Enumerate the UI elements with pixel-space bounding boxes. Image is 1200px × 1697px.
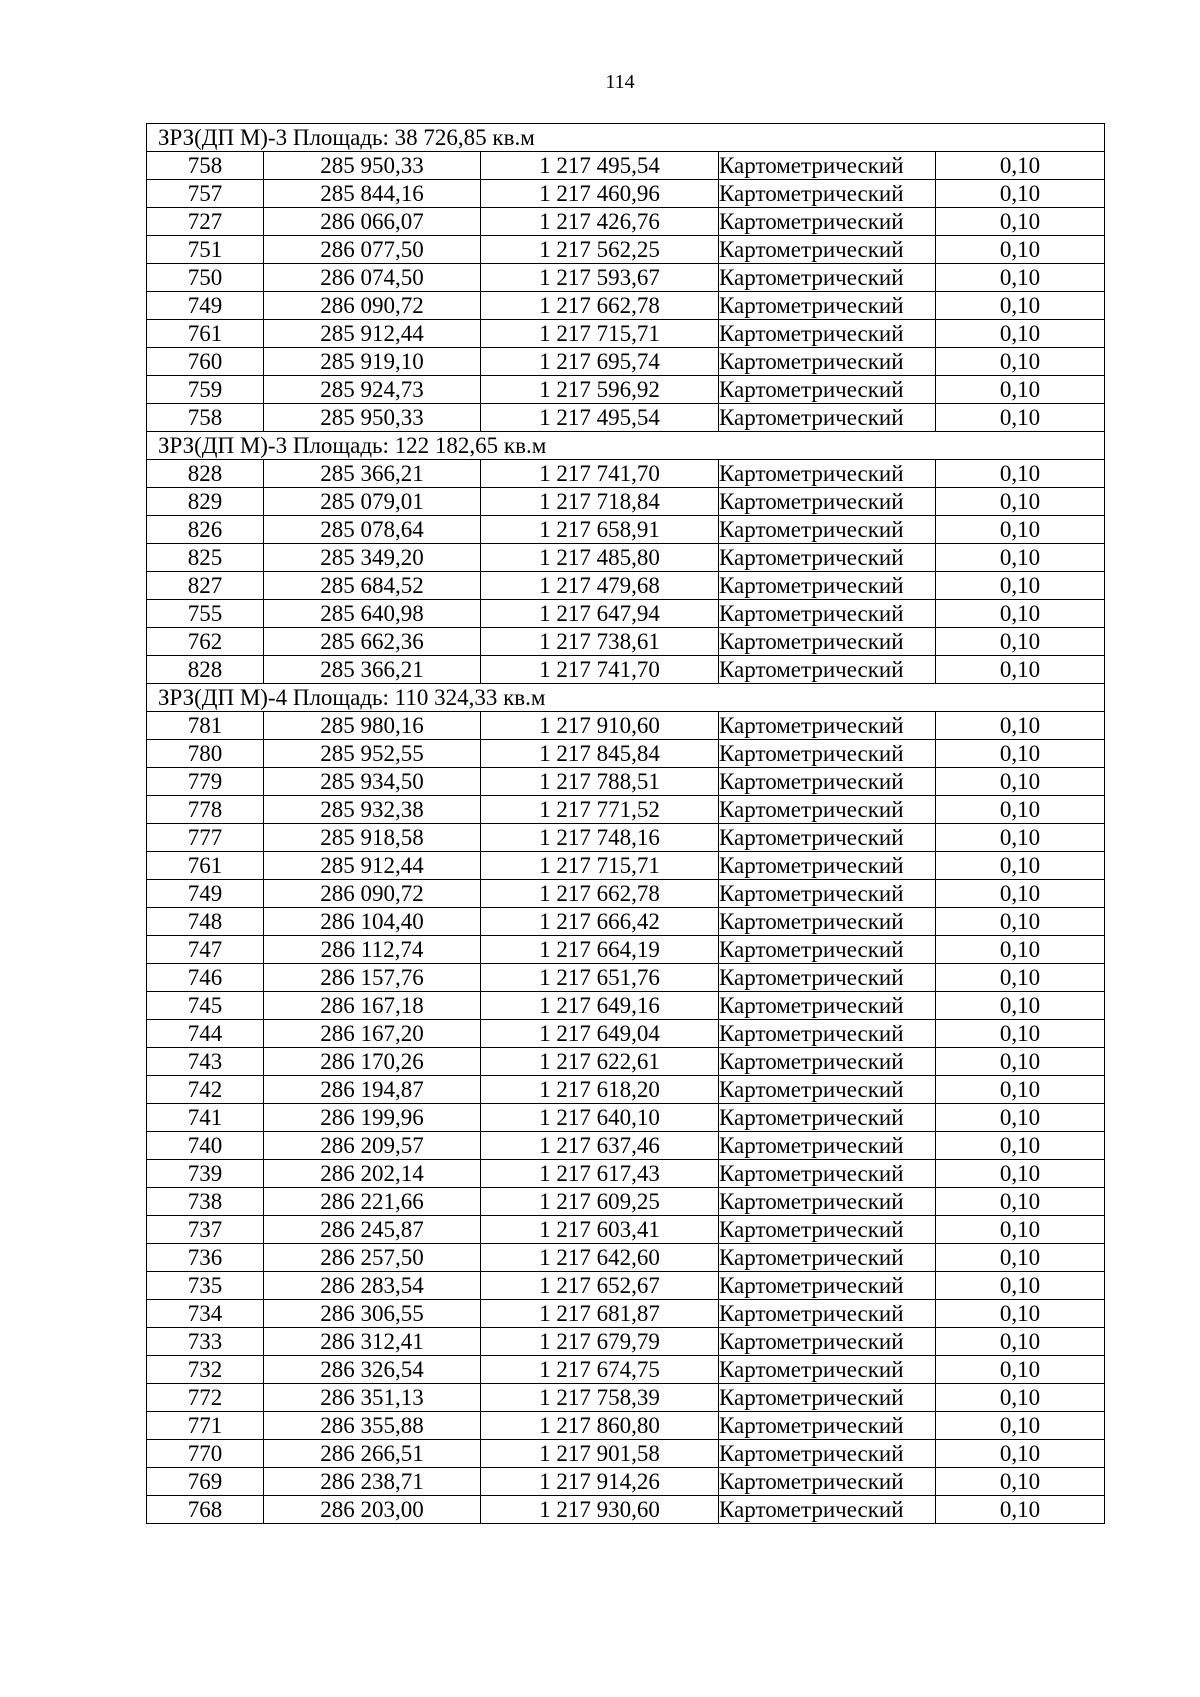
y-coordinate-cell: 1 217 647,94 [481,600,719,628]
method-cell: Картометрический [719,852,936,880]
point-number-cell: 761 [147,852,264,880]
point-number-cell: 735 [147,1272,264,1300]
y-coordinate-cell: 1 217 637,46 [481,1132,719,1160]
coordinates-table-body [147,124,1105,1524]
table-row [147,1440,1105,1468]
method-cell: Картометрический [719,348,936,376]
accuracy-cell: 0,10 [936,964,1105,992]
x-coordinate-cell: 285 912,44 [264,320,481,348]
x-coordinate-cell: 286 194,87 [264,1076,481,1104]
accuracy-cell: 0,10 [936,628,1105,656]
table-row [147,880,1105,908]
accuracy-cell: 0,10 [936,264,1105,292]
y-coordinate-cell: 1 217 617,43 [481,1160,719,1188]
accuracy-cell: 0,10 [936,1132,1105,1160]
x-coordinate-cell: 286 066,07 [264,208,481,236]
y-coordinate-cell: 1 217 618,20 [481,1076,719,1104]
point-number-cell: 746 [147,964,264,992]
point-number-cell: 759 [147,376,264,404]
point-number-cell: 733 [147,1328,264,1356]
point-number-cell: 734 [147,1300,264,1328]
method-cell: Картометрический [719,712,936,740]
x-coordinate-cell: 286 351,13 [264,1384,481,1412]
accuracy-cell: 0,10 [936,1244,1105,1272]
point-number-cell: 762 [147,628,264,656]
x-coordinate-cell: 285 934,50 [264,768,481,796]
x-coordinate-cell: 286 283,54 [264,1272,481,1300]
x-coordinate-cell: 286 355,88 [264,1412,481,1440]
method-cell: Картометрический [719,460,936,488]
point-number-cell: 739 [147,1160,264,1188]
point-number-cell: 760 [147,348,264,376]
point-number-cell: 826 [147,516,264,544]
point-number-cell: 772 [147,1384,264,1412]
y-coordinate-cell: 1 217 460,96 [481,180,719,208]
method-cell: Картометрический [719,1244,936,1272]
accuracy-cell: 0,10 [936,656,1105,684]
table-row [147,1300,1105,1328]
method-cell: Картометрический [719,1384,936,1412]
accuracy-cell: 0,10 [936,404,1105,432]
accuracy-cell: 0,10 [936,1020,1105,1048]
y-coordinate-cell: 1 217 485,80 [481,544,719,572]
method-cell: Картометрический [719,516,936,544]
point-number-cell: 749 [147,880,264,908]
x-coordinate-cell: 285 919,10 [264,348,481,376]
point-number-cell: 758 [147,404,264,432]
x-coordinate-cell: 286 238,71 [264,1468,481,1496]
method-cell: Картометрический [719,1356,936,1384]
point-number-cell: 769 [147,1468,264,1496]
method-cell: Картометрический [719,1440,936,1468]
coordinates-table [146,123,1105,1524]
y-coordinate-cell: 1 217 622,61 [481,1048,719,1076]
y-coordinate-cell: 1 217 718,84 [481,488,719,516]
y-coordinate-cell: 1 217 674,75 [481,1356,719,1384]
x-coordinate-cell: 285 366,21 [264,460,481,488]
point-number-cell: 738 [147,1188,264,1216]
table-row [147,292,1105,320]
point-number-cell: 828 [147,460,264,488]
table-row [147,1244,1105,1272]
y-coordinate-cell: 1 217 603,41 [481,1216,719,1244]
accuracy-cell: 0,10 [936,460,1105,488]
table-row [147,712,1105,740]
section-title: ЗРЗ(ДП М)-4 Площадь: 110 324,33 кв.м [147,684,1105,712]
point-number-cell: 742 [147,1076,264,1104]
y-coordinate-cell: 1 217 930,60 [481,1496,719,1524]
point-number-cell: 828 [147,656,264,684]
table-row [147,180,1105,208]
x-coordinate-cell: 286 170,26 [264,1048,481,1076]
y-coordinate-cell: 1 217 666,42 [481,908,719,936]
method-cell: Картометрический [719,1328,936,1356]
accuracy-cell: 0,10 [936,544,1105,572]
method-cell: Картометрический [719,1076,936,1104]
point-number-cell: 771 [147,1412,264,1440]
x-coordinate-cell: 285 980,16 [264,712,481,740]
y-coordinate-cell: 1 217 662,78 [481,292,719,320]
y-coordinate-cell: 1 217 914,26 [481,1468,719,1496]
x-coordinate-cell: 286 104,40 [264,908,481,936]
table-row [147,264,1105,292]
accuracy-cell: 0,10 [936,208,1105,236]
point-number-cell: 737 [147,1216,264,1244]
accuracy-cell: 0,10 [936,1048,1105,1076]
y-coordinate-cell: 1 217 658,91 [481,516,719,544]
accuracy-cell: 0,10 [936,1412,1105,1440]
point-number-cell: 781 [147,712,264,740]
point-number-cell: 757 [147,180,264,208]
method-cell: Картометрический [719,488,936,516]
x-coordinate-cell: 286 077,50 [264,236,481,264]
x-coordinate-cell: 286 209,57 [264,1132,481,1160]
x-coordinate-cell: 285 952,55 [264,740,481,768]
table-row [147,208,1105,236]
y-coordinate-cell: 1 217 901,58 [481,1440,719,1468]
x-coordinate-cell: 286 266,51 [264,1440,481,1468]
x-coordinate-cell: 286 112,74 [264,936,481,964]
y-coordinate-cell: 1 217 771,52 [481,796,719,824]
point-number-cell: 743 [147,1048,264,1076]
table-row [147,824,1105,852]
table-row [147,1132,1105,1160]
method-cell: Картометрический [719,656,936,684]
point-number-cell: 736 [147,1244,264,1272]
point-number-cell: 770 [147,1440,264,1468]
table-row [147,320,1105,348]
accuracy-cell: 0,10 [936,1384,1105,1412]
x-coordinate-cell: 285 950,33 [264,404,481,432]
method-cell: Картометрический [719,880,936,908]
x-coordinate-cell: 285 078,64 [264,516,481,544]
y-coordinate-cell: 1 217 845,84 [481,740,719,768]
point-number-cell: 751 [147,236,264,264]
accuracy-cell: 0,10 [936,1300,1105,1328]
x-coordinate-cell: 286 199,96 [264,1104,481,1132]
accuracy-cell: 0,10 [936,908,1105,936]
accuracy-cell: 0,10 [936,768,1105,796]
table-row [147,1272,1105,1300]
point-number-cell: 825 [147,544,264,572]
method-cell: Картометрический [719,1104,936,1132]
table-row [147,1104,1105,1132]
table-row [147,376,1105,404]
y-coordinate-cell: 1 217 651,76 [481,964,719,992]
table-row [147,1076,1105,1104]
x-coordinate-cell: 286 202,14 [264,1160,481,1188]
accuracy-cell: 0,10 [936,488,1105,516]
x-coordinate-cell: 286 245,87 [264,1216,481,1244]
table-row [147,1356,1105,1384]
y-coordinate-cell: 1 217 640,10 [481,1104,719,1132]
x-coordinate-cell: 286 306,55 [264,1300,481,1328]
table-row [147,908,1105,936]
section-header-row [147,124,1105,152]
table-row [147,768,1105,796]
method-cell: Картометрический [719,404,936,432]
method-cell: Картометрический [719,292,936,320]
accuracy-cell: 0,10 [936,236,1105,264]
table-row [147,1328,1105,1356]
accuracy-cell: 0,10 [936,376,1105,404]
method-cell: Картометрический [719,376,936,404]
y-coordinate-cell: 1 217 741,70 [481,656,719,684]
method-cell: Картометрический [719,1412,936,1440]
method-cell: Картометрический [719,600,936,628]
x-coordinate-cell: 286 203,00 [264,1496,481,1524]
accuracy-cell: 0,10 [936,572,1105,600]
accuracy-cell: 0,10 [936,992,1105,1020]
page-number: 114 [605,71,635,93]
y-coordinate-cell: 1 217 860,80 [481,1412,719,1440]
method-cell: Картометрический [719,740,936,768]
method-cell: Картометрический [719,1132,936,1160]
method-cell: Картометрический [719,1272,936,1300]
x-coordinate-cell: 285 912,44 [264,852,481,880]
point-number-cell: 749 [147,292,264,320]
method-cell: Картометрический [719,1160,936,1188]
point-number-cell: 732 [147,1356,264,1384]
point-number-cell: 780 [147,740,264,768]
y-coordinate-cell: 1 217 681,87 [481,1300,719,1328]
table-row [147,992,1105,1020]
x-coordinate-cell: 286 157,76 [264,964,481,992]
x-coordinate-cell: 286 074,50 [264,264,481,292]
accuracy-cell: 0,10 [936,600,1105,628]
x-coordinate-cell: 285 932,38 [264,796,481,824]
table-row [147,460,1105,488]
table-row [147,796,1105,824]
y-coordinate-cell: 1 217 664,19 [481,936,719,964]
method-cell: Картометрический [719,1188,936,1216]
point-number-cell: 778 [147,796,264,824]
y-coordinate-cell: 1 217 596,92 [481,376,719,404]
x-coordinate-cell: 285 079,01 [264,488,481,516]
y-coordinate-cell: 1 217 738,61 [481,628,719,656]
method-cell: Картометрический [719,264,936,292]
y-coordinate-cell: 1 217 649,16 [481,992,719,1020]
x-coordinate-cell: 286 326,54 [264,1356,481,1384]
method-cell: Картометрический [719,628,936,656]
x-coordinate-cell: 285 662,36 [264,628,481,656]
table-row [147,544,1105,572]
y-coordinate-cell: 1 217 642,60 [481,1244,719,1272]
x-coordinate-cell: 285 349,20 [264,544,481,572]
method-cell: Картометрический [719,992,936,1020]
method-cell: Картометрический [719,1020,936,1048]
method-cell: Картометрический [719,796,936,824]
accuracy-cell: 0,10 [936,516,1105,544]
y-coordinate-cell: 1 217 715,71 [481,852,719,880]
method-cell: Картометрический [719,1048,936,1076]
y-coordinate-cell: 1 217 662,78 [481,880,719,908]
y-coordinate-cell: 1 217 495,54 [481,152,719,180]
accuracy-cell: 0,10 [936,1356,1105,1384]
accuracy-cell: 0,10 [936,348,1105,376]
point-number-cell: 740 [147,1132,264,1160]
accuracy-cell: 0,10 [936,1104,1105,1132]
x-coordinate-cell: 285 640,98 [264,600,481,628]
table-row [147,1468,1105,1496]
y-coordinate-cell: 1 217 715,71 [481,320,719,348]
method-cell: Картометрический [719,1496,936,1524]
table-row [147,1496,1105,1524]
x-coordinate-cell: 286 090,72 [264,880,481,908]
point-number-cell: 761 [147,320,264,348]
method-cell: Картометрический [719,1468,936,1496]
point-number-cell: 755 [147,600,264,628]
table-row [147,1160,1105,1188]
table-row [147,236,1105,264]
table-row [147,1020,1105,1048]
y-coordinate-cell: 1 217 426,76 [481,208,719,236]
x-coordinate-cell: 285 924,73 [264,376,481,404]
y-coordinate-cell: 1 217 788,51 [481,768,719,796]
accuracy-cell: 0,10 [936,152,1105,180]
accuracy-cell: 0,10 [936,1188,1105,1216]
x-coordinate-cell: 285 684,52 [264,572,481,600]
accuracy-cell: 0,10 [936,880,1105,908]
method-cell: Картометрический [719,1300,936,1328]
method-cell: Картометрический [719,152,936,180]
method-cell: Картометрический [719,208,936,236]
accuracy-cell: 0,10 [936,1328,1105,1356]
y-coordinate-cell: 1 217 679,79 [481,1328,719,1356]
y-coordinate-cell: 1 217 695,74 [481,348,719,376]
x-coordinate-cell: 286 167,20 [264,1020,481,1048]
point-number-cell: 747 [147,936,264,964]
accuracy-cell: 0,10 [936,1496,1105,1524]
table-row [147,936,1105,964]
method-cell: Картометрический [719,824,936,852]
y-coordinate-cell: 1 217 479,68 [481,572,719,600]
point-number-cell: 768 [147,1496,264,1524]
table-row [147,1384,1105,1412]
y-coordinate-cell: 1 217 910,60 [481,712,719,740]
accuracy-cell: 0,10 [936,796,1105,824]
method-cell: Картометрический [719,180,936,208]
table-row [147,488,1105,516]
point-number-cell: 744 [147,1020,264,1048]
point-number-cell: 829 [147,488,264,516]
point-number-cell: 779 [147,768,264,796]
method-cell: Картометрический [719,544,936,572]
point-number-cell: 741 [147,1104,264,1132]
method-cell: Картометрический [719,1216,936,1244]
section-title: ЗРЗ(ДП М)-3 Площадь: 38 726,85 кв.м [147,124,1105,152]
table-row [147,852,1105,880]
x-coordinate-cell: 286 221,66 [264,1188,481,1216]
point-number-cell: 758 [147,152,264,180]
y-coordinate-cell: 1 217 609,25 [481,1188,719,1216]
table-row [147,1216,1105,1244]
x-coordinate-cell: 285 950,33 [264,152,481,180]
accuracy-cell: 0,10 [936,852,1105,880]
table-row [147,572,1105,600]
x-coordinate-cell: 285 844,16 [264,180,481,208]
x-coordinate-cell: 286 312,41 [264,1328,481,1356]
table-row [147,656,1105,684]
accuracy-cell: 0,10 [936,1160,1105,1188]
table-row [147,1412,1105,1440]
accuracy-cell: 0,10 [936,1468,1105,1496]
point-number-cell: 777 [147,824,264,852]
table-row [147,152,1105,180]
method-cell: Картометрический [719,768,936,796]
y-coordinate-cell: 1 217 741,70 [481,460,719,488]
point-number-cell: 750 [147,264,264,292]
section-header-row [147,684,1105,712]
point-number-cell: 748 [147,908,264,936]
table-row [147,628,1105,656]
table-row [147,964,1105,992]
point-number-cell: 727 [147,208,264,236]
table-row [147,516,1105,544]
method-cell: Картометрический [719,908,936,936]
method-cell: Картометрический [719,964,936,992]
table-row [147,600,1105,628]
accuracy-cell: 0,10 [936,740,1105,768]
y-coordinate-cell: 1 217 562,25 [481,236,719,264]
method-cell: Картометрический [719,572,936,600]
y-coordinate-cell: 1 217 652,67 [481,1272,719,1300]
x-coordinate-cell: 285 366,21 [264,656,481,684]
y-coordinate-cell: 1 217 748,16 [481,824,719,852]
table-row [147,740,1105,768]
accuracy-cell: 0,10 [936,1216,1105,1244]
y-coordinate-cell: 1 217 649,04 [481,1020,719,1048]
accuracy-cell: 0,10 [936,1272,1105,1300]
point-number-cell: 745 [147,992,264,1020]
section-title: ЗРЗ(ДП М)-3 Площадь: 122 182,65 кв.м [147,432,1105,460]
x-coordinate-cell: 286 167,18 [264,992,481,1020]
section-header-row [147,432,1105,460]
x-coordinate-cell: 285 918,58 [264,824,481,852]
table-row [147,1188,1105,1216]
method-cell: Картометрический [719,936,936,964]
method-cell: Картометрический [719,236,936,264]
accuracy-cell: 0,10 [936,292,1105,320]
accuracy-cell: 0,10 [936,1440,1105,1468]
point-number-cell: 827 [147,572,264,600]
accuracy-cell: 0,10 [936,180,1105,208]
y-coordinate-cell: 1 217 495,54 [481,404,719,432]
accuracy-cell: 0,10 [936,1076,1105,1104]
method-cell: Картометрический [719,320,936,348]
x-coordinate-cell: 286 090,72 [264,292,481,320]
y-coordinate-cell: 1 217 758,39 [481,1384,719,1412]
accuracy-cell: 0,10 [936,712,1105,740]
accuracy-cell: 0,10 [936,320,1105,348]
table-row [147,404,1105,432]
x-coordinate-cell: 286 257,50 [264,1244,481,1272]
accuracy-cell: 0,10 [936,936,1105,964]
y-coordinate-cell: 1 217 593,67 [481,264,719,292]
table-row [147,1048,1105,1076]
table-row [147,348,1105,376]
accuracy-cell: 0,10 [936,824,1105,852]
